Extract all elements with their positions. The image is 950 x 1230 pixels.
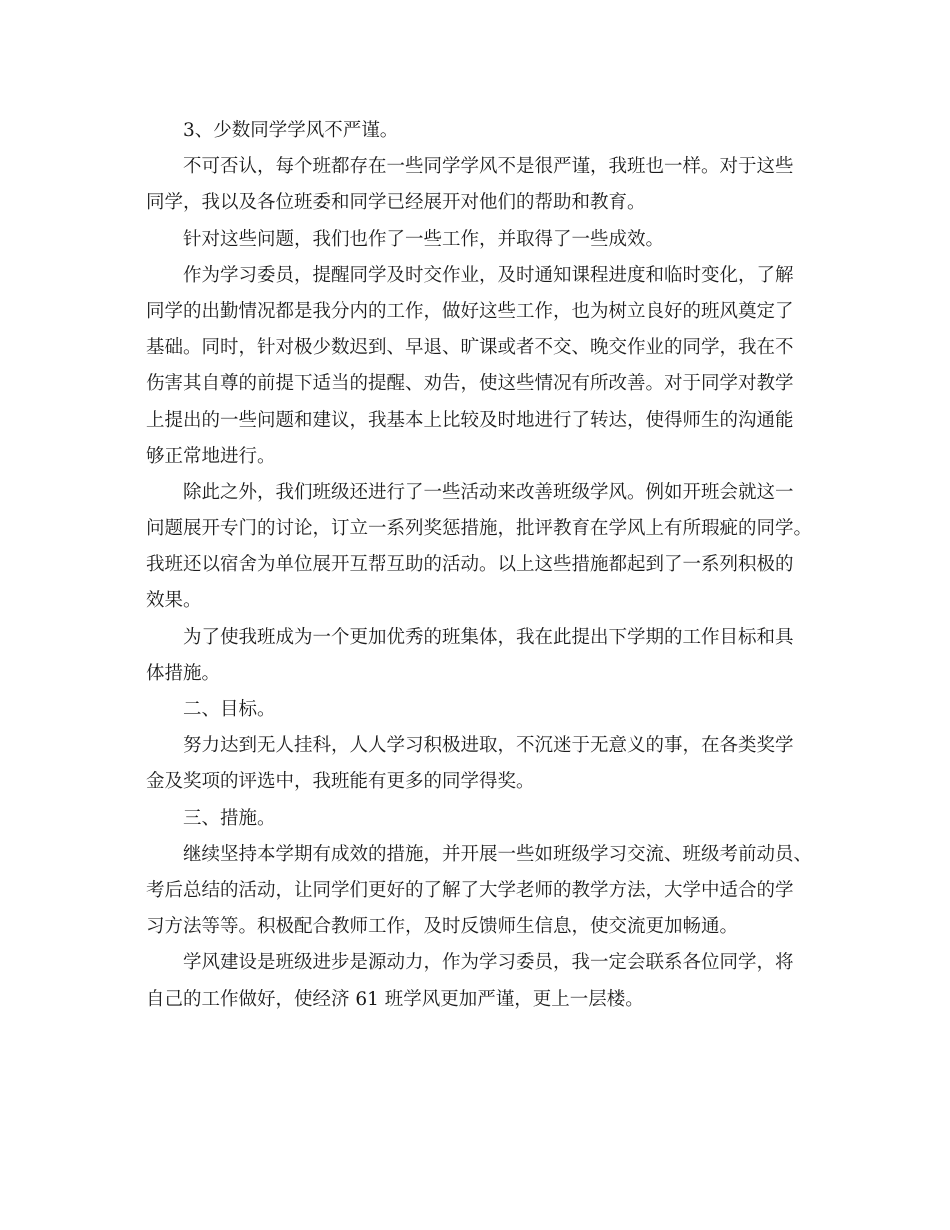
text-line: 我班还以宿舍为单位展开互帮互助的活动。以上这些措施都起到了一系列积极的 (146, 554, 794, 576)
document-body (146, 113, 813, 1018)
text-line: 习方法等等。积极配合教师工作，及时反馈师生信息，使交流更加畅通。 (146, 916, 739, 938)
text-line: 上提出的一些问题和建议，我基本上比较及时地进行了转达，使得师生的沟通能 (146, 409, 794, 431)
text-line: 除此之外，我们班级还进行了一些活动来改善班级学风。例如开班会就这一 (183, 481, 794, 503)
text-line: 金及奖项的评选中，我班能有更多的同学得奖。 (146, 771, 535, 793)
text-line: 继续坚持本学期有成效的措施，并开展一些如班级学习交流、班级考前动员、 (183, 843, 813, 865)
text-line: 伤害其自尊的前提下适当的提醒、劝告，使这些情况有所改善。对于同学对教学 (146, 373, 794, 395)
text-line: 作为学习委员，提醒同学及时交作业，及时通知课程进度和临时变化，了解 (183, 264, 794, 286)
text-line: 努力达到无人挂科，人人学习积极进取，不沉迷于无意义的事，在各类奖学 (183, 735, 794, 757)
text-line: 针对这些问题，我们也作了一些工作，并取得了一些成效。 (183, 228, 665, 250)
text-line: 同学，我以及各位班委和同学已经展开对他们的帮助和教育。 (146, 192, 646, 214)
text-line: 二、目标。 (183, 699, 276, 720)
text-line: 同学的出勤情况都是我分内的工作，做好这些工作，也为树立良好的班风奠定了 (146, 300, 794, 322)
text-line: 问题展开专门的讨论，订立一系列奖惩措施，批评教育在学风上有所瑕疵的同学。 (146, 518, 813, 540)
text-line: 够正常地进行。 (146, 445, 276, 467)
text-line: 为了使我班成为一个更加优秀的班集体，我在此提出下学期的工作目标和具 (183, 626, 794, 648)
text-line: 效果。 (146, 590, 202, 612)
text-line: 自己的工作做好，使经济 61 班学风更加严谨，更上一层楼。 (146, 988, 644, 1010)
text-line: 体措施。 (146, 662, 221, 684)
text-line: 学风建设是班级进步是源动力，作为学习委员，我一定会联系各位同学，将 (183, 952, 794, 974)
text-line: 考后总结的活动，让同学们更好的了解了大学老师的教学方法，大学中适合的学 (146, 879, 794, 901)
text-line: 三、措施。 (183, 807, 276, 829)
text-line: 基础。同时，针对极少数迟到、早退、旷课或者不交、晚交作业的同学，我在不 (146, 337, 794, 359)
text-line: 3、少数同学学风不严谨。 (183, 120, 399, 141)
text-line: 不可否认，每个班都存在一些同学学风不是很严谨，我班也一样。对于这些 (183, 156, 794, 178)
